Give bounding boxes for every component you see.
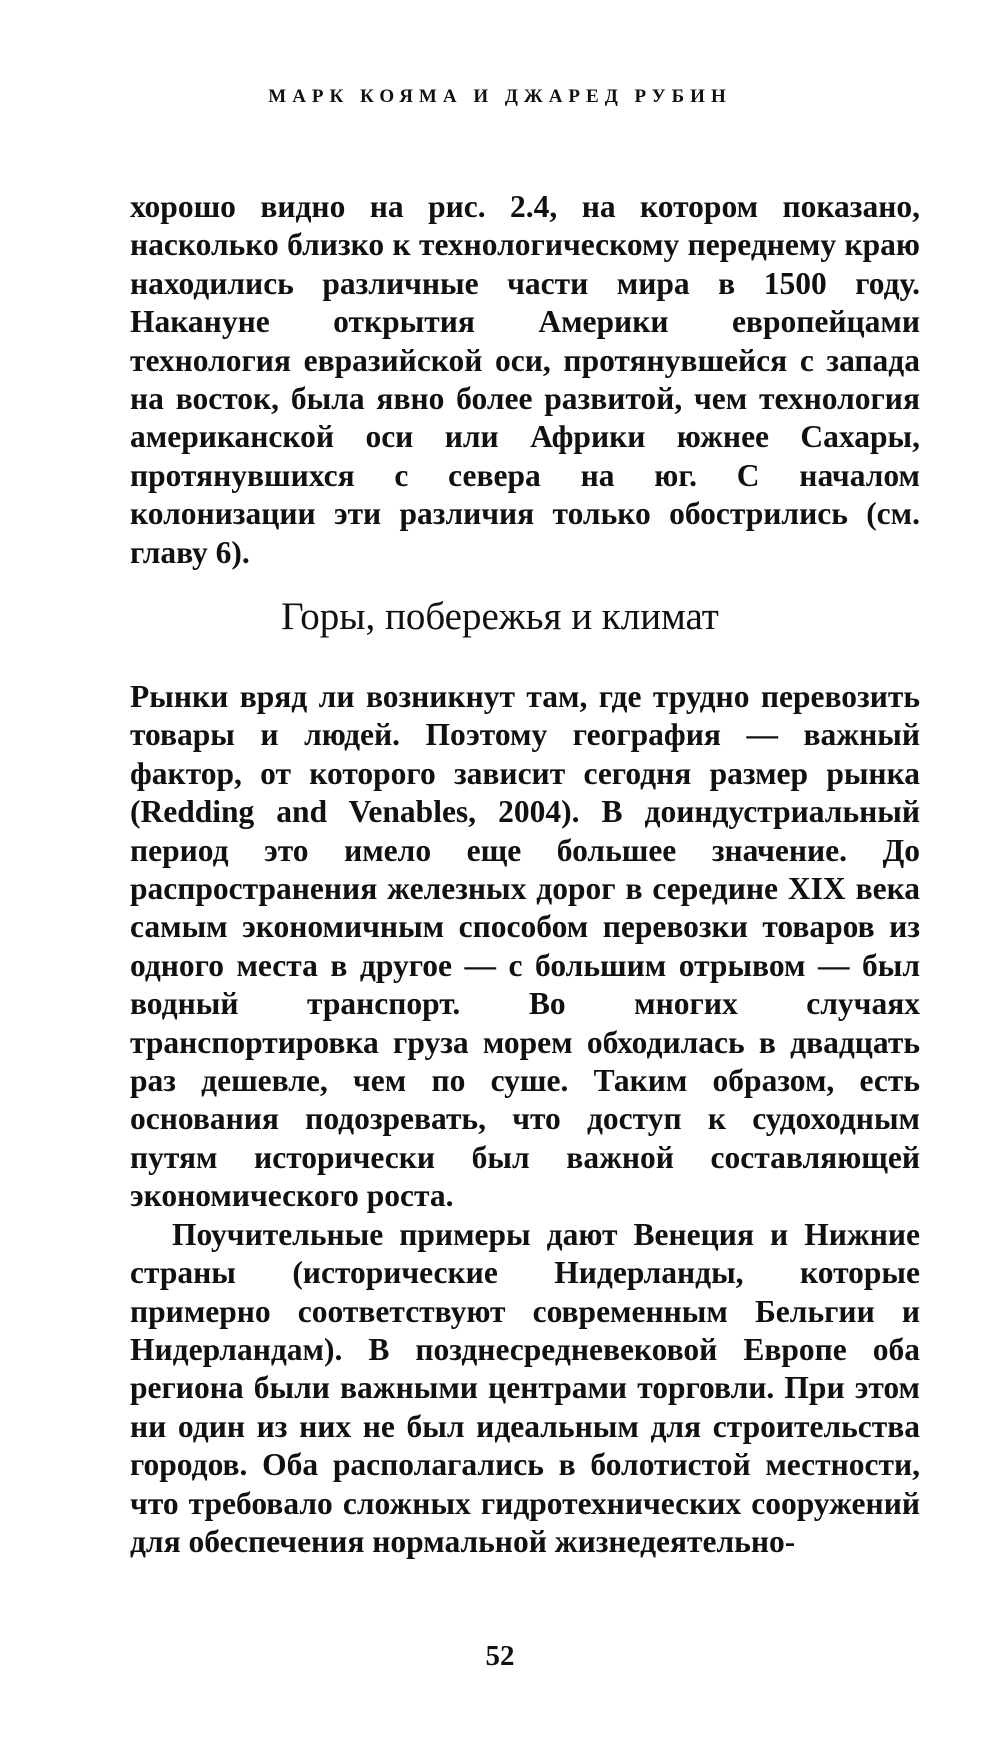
paragraph: хорошо видно на рис. 2.4, на котором показано, насколько близко к технологическому переднему краю находились различные части мира в 1500 году. Накануне открытия Америки европейцами технология евразийской оси, протянувшейся с запада на восток, была явно более развитой, чем технология американской оси или Африки южнее Сахары, протянувшихся с севера на юг. С началом колонизации эти различия только обострились (см. главу 6). bbox=[130, 189, 920, 570]
page-number: 52 bbox=[485, 1640, 515, 1672]
section-heading: Горы, побережья и климат bbox=[281, 595, 719, 638]
running-head: МАРК КОЯМА И ДЖАРЕД РУБИН bbox=[268, 86, 732, 107]
body-text-section bbox=[130, 678, 920, 1561]
paragraph: Рынки вряд ли возникнут там, где трудно перевозить товары и людей. Поэтому география — важный фактор, от которого зависит сегодня размер рынка (Redding and Venables, 2004). В доиндустриальный период это имело еще большее значение. До распространения железных дорог в середине XIX века самым экономичным способом перевозки товаров из одного места в другое — с большим отрывом — был водный транспорт. Во многих случаях транспортировка груза морем обходилась в двадцать раз дешевле, чем по суше. Таким образом, есть основания подозревать, что доступ к судоходным путям исторически был важной составляющей экономического роста. bbox=[130, 679, 920, 1214]
body-text-top bbox=[130, 188, 920, 572]
paragraph: Поучительные примеры дают Венеция и Нижние страны (исторические Нидерланды, которые примерно соответствуют современным Бельгии и Нидерландам). В позднесредневековой Европе оба региона были важными центрами торговли. При этом ни один из них не был идеальным для строительства городов. Оба располагались в болотистой местности, что требовало сложных гидротехнических сооружений для обеспечения нормальной жизнедеятельно- bbox=[130, 1216, 920, 1559]
